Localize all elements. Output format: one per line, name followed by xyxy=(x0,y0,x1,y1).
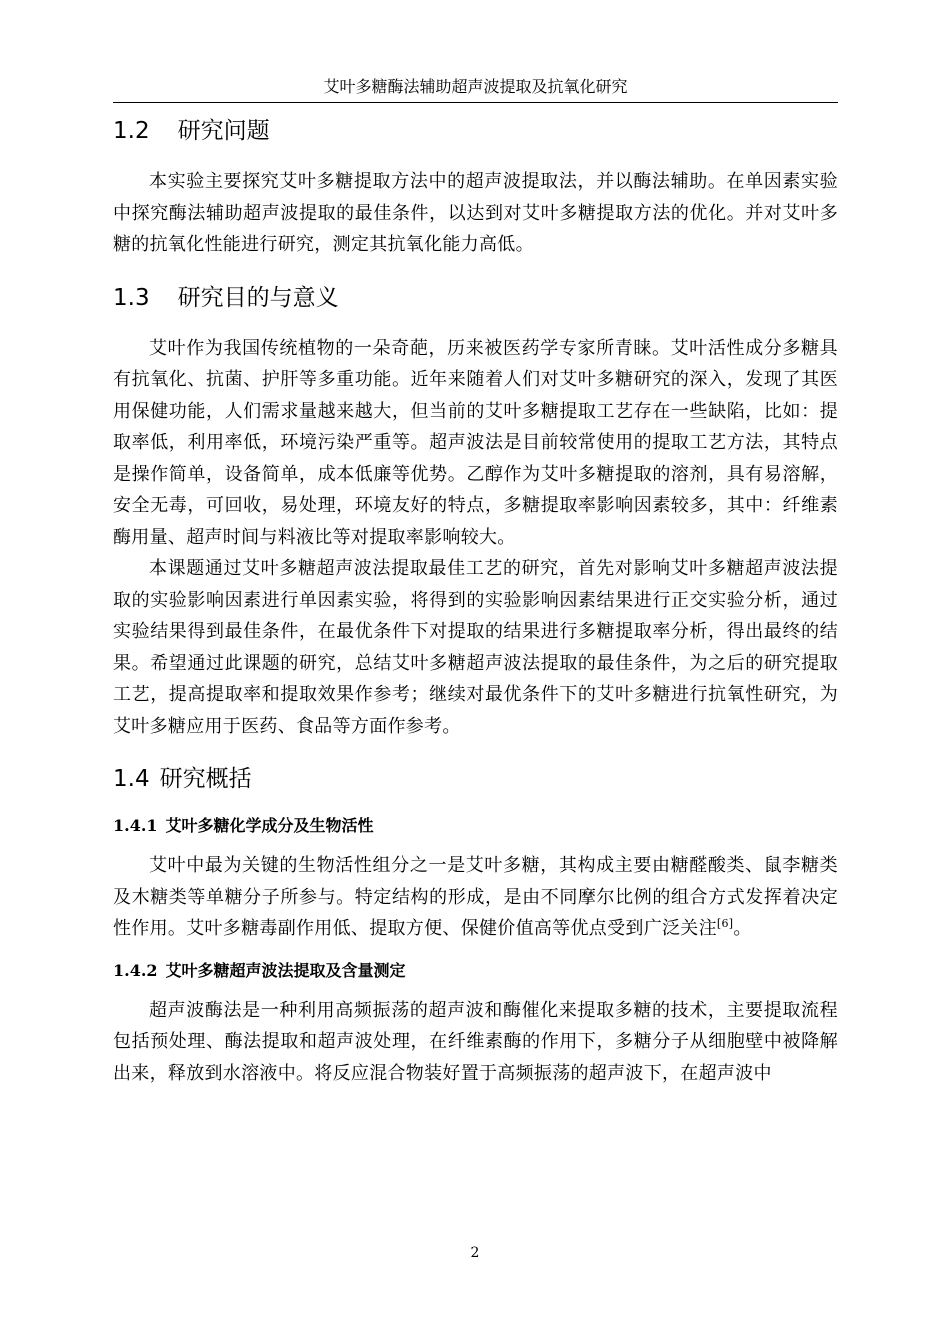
paragraph-end: 。 xyxy=(733,918,752,939)
section-heading-1-4 xyxy=(113,764,838,794)
paragraph-purpose-1: 艾叶作为我国传统植物的一朵奇葩，历来被医药学专家所青睐。艾叶活性成分多糖具有抗氧化、抗菌、护肝等多重功能。近年来随着人们对艾叶多糖研究的深入，发现了其医用保健功能，人们需求量越来越大，但当前的艾叶多糖提取工艺存在一些缺陷，比如：提取率低，利用率低，环境污染严重等。超声波法是目前较常使用的提取工艺方法，其特点是操作简单，设备简单，成本低廉等优势。乙醇作为艾叶多糖提取的溶剂，具有易溶解，安全无毒，可回收，易处理，环境友好的特点，多糖提取率影响因素较多，其中：纤维素酶用量、超声时间与料液比等对提取率影响较大。 xyxy=(113,337,838,548)
subsection-number: 1.4.1 xyxy=(113,816,158,835)
section-title: 研究目的与意义 xyxy=(177,284,339,311)
section-title: 研究概括 xyxy=(159,766,252,792)
page-body xyxy=(113,116,838,1089)
running-header: 艾叶多糖酶法辅助超声波提取及抗氧化研究 xyxy=(113,76,838,103)
section-number: 1.3 xyxy=(113,284,150,311)
paragraph-composition xyxy=(113,850,838,945)
section-heading-1-2 xyxy=(113,116,838,146)
section-number: 1.4 xyxy=(113,766,150,792)
subsection-title: 艾叶多糖超声波法提取及含量测定 xyxy=(165,960,406,980)
paragraph-extraction: 超声波酶法是一种利用高频振荡的超声波和酶催化来提取多糖的技术，主要提取流程包括预处理、酶法提取和超声波处理，在纤维素酶的作用下，多糖分子从细胞壁中被降解出来，释放到水溶液中。将反应混合物装好置于高频振荡的超声波下，在超声波中 xyxy=(113,999,838,1084)
section-number: 1.2 xyxy=(113,118,150,144)
section-heading-1-3 xyxy=(113,283,838,313)
citation-reference: [6] xyxy=(716,917,734,930)
subsection-heading-1-4-1 xyxy=(113,814,838,838)
subsection-title: 艾叶多糖化学成分及生物活性 xyxy=(165,816,374,835)
paragraph-purpose-2: 本课题通过艾叶多糖超声波法提取最佳工艺的研究，首先对影响艾叶多糖超声波法提取的实验影响因素进行单因素实验，将得到的实验影响因素结果进行正交实验分析，通过实验结果得到最佳条件，在最优条件下对提取的结果进行多糖提取率分析，得出最终的结果。希望通过此课题的研究，总结艾叶多糖超声波法提取的最佳条件，为之后的研究提取工艺，提高提取率和提取效果作参考；继续对最优条件下的艾叶多糖进行抗氧性研究，为艾叶多糖应用于医药、食品等方面作参考。 xyxy=(113,558,838,737)
paragraph-text: 艾叶中最为关键的生物活性组分之一是艾叶多糖，其构成主要由糖醛酸类、鼠李糖类及木糖类等单糖分子所参与。特定结构的形成，是由不同摩尔比例的组合方式发挥着决定性作用。艾叶多糖毒副作用低、提取方便、保健价值高等优点受到广泛关注 xyxy=(113,855,838,939)
subsection-number: 1.4.2 xyxy=(113,960,158,980)
page-number: 2 xyxy=(470,1245,480,1261)
subsection-heading-1-4-2 xyxy=(113,959,838,983)
paragraph-research-question: 本实验主要探究艾叶多糖提取方法中的超声波提取法，并以酶法辅助。在单因素实验中探究酶法辅助超声波提取的最佳条件，以达到对艾叶多糖提取方法的优化。并对艾叶多糖的抗氧化性能进行研究，测定其抗氧化能力高低。 xyxy=(113,171,838,255)
section-title: 研究问题 xyxy=(177,118,270,144)
